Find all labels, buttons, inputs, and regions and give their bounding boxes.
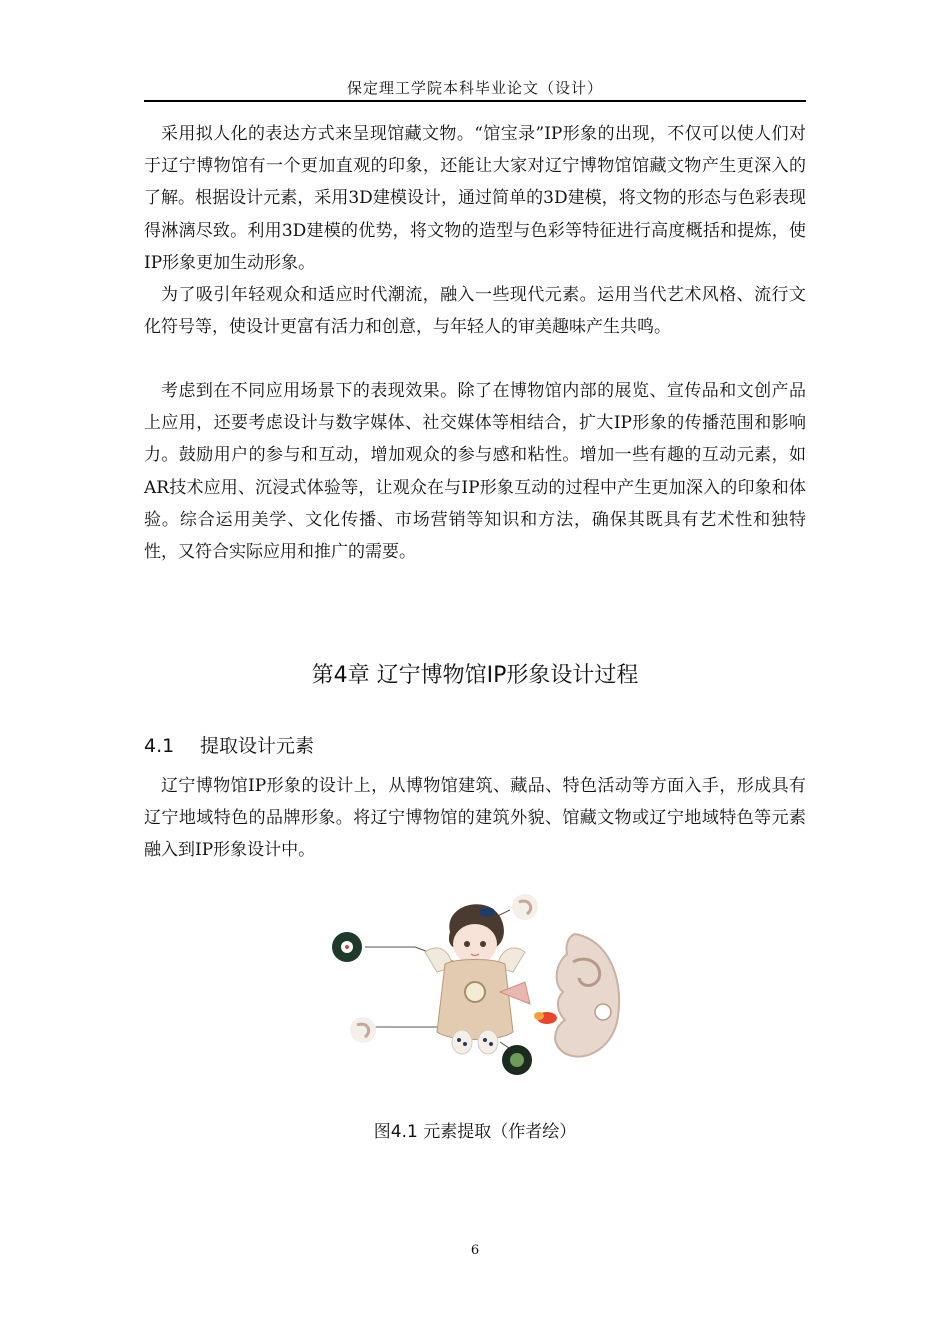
section-title: 提取设计元素 bbox=[200, 735, 315, 757]
section-heading bbox=[144, 730, 314, 762]
callout-green-jade bbox=[502, 1045, 532, 1075]
callout-jade-detail-left bbox=[350, 1017, 376, 1043]
figure-illustration bbox=[325, 892, 625, 1082]
element-extraction-figure bbox=[325, 892, 625, 1082]
body-paragraph-2: 为了吸引年轻观众和适应时代潮流，融入一些现代元素。运用当代艺术风格、流行文化符号等，使设计更富有活力和创意，与年轻人的审美趣味产生共鸣。 bbox=[144, 285, 806, 338]
page-number: 6 bbox=[470, 1243, 480, 1258]
figure-caption: 图4.1 元素提取（作者绘） bbox=[373, 1122, 577, 1142]
jade-artifact bbox=[555, 934, 619, 1057]
body-paragraph-1: 采用拟人化的表达方式来呈现馆藏文物。“馆宝录”IP形象的出现，不仅可以使人们对于辽宁博物馆有一个更加直观的印象，还能让大家对辽宁博物馆馆藏文物产生更深入的了解。根据设计元素，采用3D建模设计，通过简单的3D建模，将文物的形态与色彩表现得淋漓尽致。利用3D建模的优势，将文物的造型与色彩等特征进行高度概括和提炼，使IP形象更加生动形象。 bbox=[144, 124, 806, 273]
section-number: 4.1 bbox=[144, 735, 175, 757]
header-rule bbox=[144, 100, 806, 102]
callout-flower bbox=[332, 932, 362, 962]
running-header: 保定理工学院本科毕业论文（设计） bbox=[346, 79, 603, 97]
flame-element bbox=[534, 1012, 557, 1024]
body-paragraph-3: 考虑到在不同应用场景下的表现效果。除了在博物馆内部的展览、宣传品和文创产品上应用，还要考虑设计与数字媒体、社交媒体等相结合，扩大IP形象的传播范围和影响力。鼓励用户的参与和互动，增加观众的参与感和粘性。增加一些有趣的互动元素，如AR技术应用、沉浸式体验等，让观众在与IP形象互动的过程中产生更加深入的印象和体验。综合运用美学、文化传播、市场营销等知识和方法，确保其既具有艺术性和独特性，又符合实际应用和推广的需要。 bbox=[144, 381, 806, 563]
ip-character bbox=[425, 904, 530, 1054]
section-paragraph-1: 辽宁博物馆IP形象的设计上，从博物馆建筑、藏品、特色活动等方面入手，形成具有辽宁地域特色的品牌形象。将辽宁博物馆的建筑外貌、馆藏文物或辽宁地域特色等元素融入到IP形象设计中。 bbox=[144, 776, 806, 861]
chapter-title: 第4章 辽宁博物馆IP形象设计过程 bbox=[311, 663, 639, 688]
callout-jade-detail-top bbox=[512, 894, 538, 920]
